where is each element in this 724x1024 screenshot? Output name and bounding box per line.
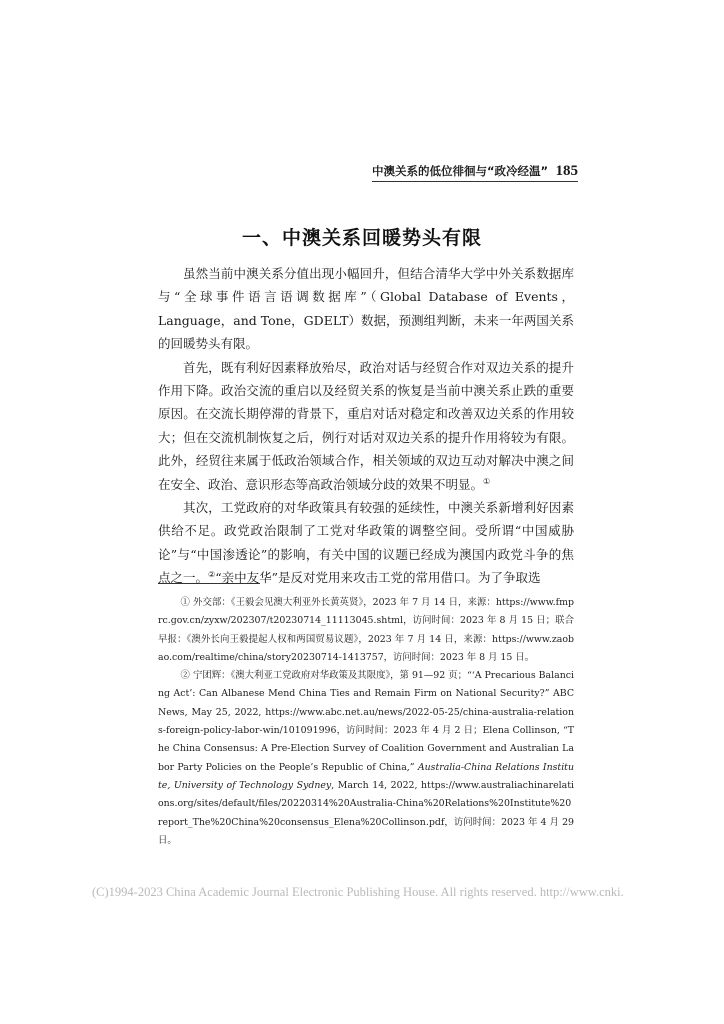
footnote-rule bbox=[158, 583, 260, 584]
paragraph-intro: 虽然当前中澳关系分值出现小幅回升，但结合清华大学中外关系数据库与“全球事件语言语调数据库”（Global Database of Events，Language，and Tone，GDELT）数据，预测组判断，未来一年两国关系的回暖势头有限。 bbox=[158, 266, 574, 352]
footnotes bbox=[158, 594, 574, 850]
footnote-1-mark: ① bbox=[180, 597, 190, 608]
footnote-ref-1[interactable]: ① bbox=[483, 476, 491, 486]
paragraph-second-text: 其次，工党政府的对华政策具有较强的延续性，中澳关系新增利好因素供给不足。政党政治限制了工党对华政策的调整空间。受所谓“中国威胁论”与“中国渗透论”的影响，有关中国的议题已经成为澳国内政党斗争的焦点之一。 bbox=[158, 500, 574, 586]
footnote-2-journal: Australia-China Relations Institute, University of Technology Sydney bbox=[158, 761, 574, 791]
footnote-1 bbox=[158, 594, 574, 667]
paragraph-second-continued: “亲中友华”是反对党用来攻击工党的常用借口。为了争取选 bbox=[215, 570, 541, 586]
running-header bbox=[372, 161, 578, 181]
paragraph-first bbox=[158, 356, 574, 496]
footnote-ref-2[interactable]: ② bbox=[208, 570, 216, 580]
footnote-2-mark: ② bbox=[180, 670, 190, 682]
paragraph-first-text: 首先，既有利好因素释放殆尽，政治对话与经贸合作对双边关系的提升作用下降。政治交流的重启以及经贸关系的恢复是当前中澳关系止跌的重要原因。在交流长期停滞的背景下，重启对话对稳定和改善双边关系的作用较大；但在交流机制恢复之后，例行对话对双边关系的提升作用将较为有限。此外，经贸往来属于低政治领域合作，相关领域的双边互动对解决中澳之间在安全、政治、意识形态等高政治领域分歧的效果不明显。 bbox=[158, 359, 574, 492]
footnote-1-text: 外交部：《王毅会见澳大利亚外长黄英贤》，2023 年 7 月 14 日，来源：https://www.fmprc.gov.cn/zyxw/202307/t20230714_11113045.shtml，访问时间：2023 年 8 月 15 日；联合早报：《澳外长向王毅提起人权和两国贸易议题》，2023 年 7 月 14 日，来源：https://www.zaobao.com/realtime/china/story20230714-1413757，访问时间：2023 年 8 月 15 日。 bbox=[158, 597, 574, 663]
footnote-2-text-end: , March 14, 2022, https://www.australiachinarelations.org/sites/default/files/20220314%20Australia-China%20Relations%20Institute%20report_The%20China%20consensus_Elena%20Collinson.pdf，访问时间：2023 年 4 月 29 日。 bbox=[158, 779, 574, 846]
running-title: 中澳关系的低位徘徊与“政冷经温” bbox=[372, 164, 549, 178]
copyright-watermark: (C)1994-2023 China Academic Journal Electronic Publishing House. All rights reserved. http://www.cnki. bbox=[92, 885, 624, 899]
paragraph-second bbox=[158, 496, 574, 590]
footnote-2 bbox=[158, 667, 574, 850]
section-title: 一、中澳关系回暖势头有限 bbox=[241, 227, 482, 249]
body-text bbox=[158, 262, 574, 590]
page-number: 185 bbox=[555, 163, 578, 179]
header-rule bbox=[372, 181, 578, 182]
footnote-2-text: 宁团辉：《澳大利亚工党政府对华政策及其限度》，第 91—92 页；“‘A Precarious Balancing Act’: Can Albanese Mend China Ties and Remain Firm on National Security?” ABC News, May 25, 2022, https://www.abc.net.au/news/2022-05-25/china-australia-relations-foreign-policy-labor-win/101091996，访问时间：2023 年 4 月 2 日；Elena Collinson, “The China Consensus: A Pre-Election Survey of Coalition Government and Australian Labor Party Policies on the People’s Republic of China,” bbox=[158, 670, 574, 773]
